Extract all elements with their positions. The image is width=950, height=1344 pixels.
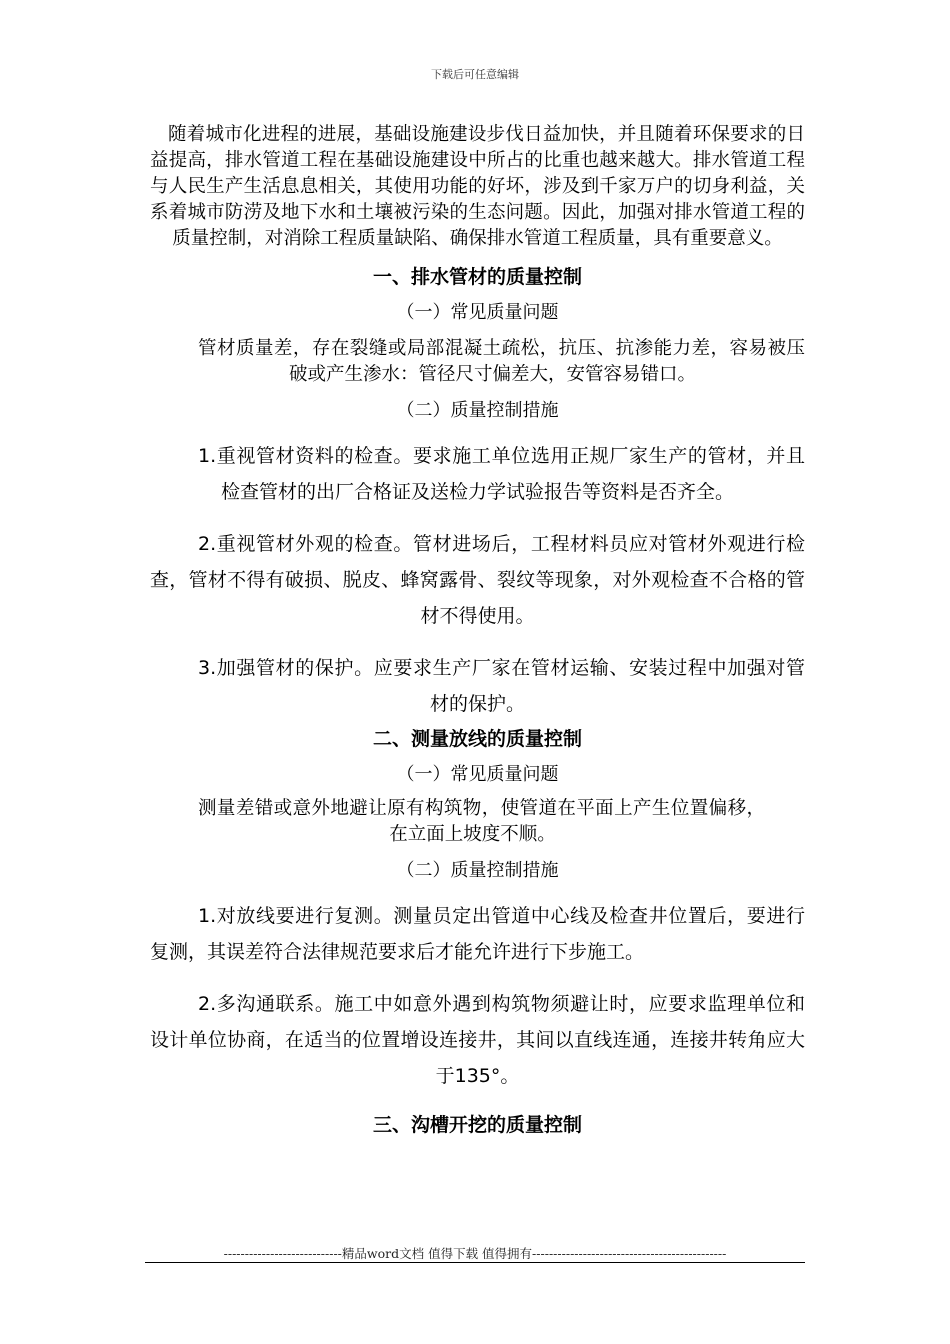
page-header: 下载后可任意编辑 [431,68,519,81]
item-text: 重视管材外观的检查。管材进场后，工程材料员应对管材外观进行检查，管材不得有破损、脱皮、蜂窝露骨、裂纹等现象，对外观检查不合格的管材不得使用。 [150,533,805,627]
section-1-title: 一、排水管材的质量控制 [372,266,582,288]
item-number: 1. [198,445,217,467]
section-1-sub-2: （二）质量控制措施 [396,400,559,421]
section-2-sub-1-text: 测量差错或意外地避让原有构筑物，使管道在平面上产生位置偏移，在立面上坡度不顺。 [198,798,765,845]
item-text: 加强管材的保护。应要求生产厂家在管材运输、安装过程中加强对管材的保护。 [216,657,805,715]
section-1-sub-1-text: 管材质量差，存在裂缝或局部混凝土疏松，抗压、抗渗能力差，容易被压破或产生渗水：管径尺寸偏差大，安管容易错口。 [198,338,805,385]
section-2-sub-2: （二）质量控制措施 [396,860,559,881]
item-number: 3. [198,657,217,679]
section-2-item-2 [150,986,805,1094]
footer-rule [145,1262,805,1263]
section-3-title: 三、沟槽开挖的质量控制 [372,1114,582,1136]
item-text: 重视管材资料的检查。要求施工单位选用正规厂家生产的管材，并且检查管材的出厂合格证及送检力学试验报告等资料是否齐全。 [216,445,805,503]
item-number: 2. [198,993,217,1015]
section-1-sub-1: （一）常见质量问题 [396,302,559,323]
section-1-item-3 [150,650,805,722]
section-2-title: 二、测量放线的质量控制 [372,728,582,750]
section-1-item-2 [150,526,805,634]
item-text: 对放线要进行复测。测量员定出管道中心线及检查井位置后，要进行复测，其误差符合法律规范要求后才能允许进行下步施工。 [150,905,805,963]
item-text: 多沟通联系。施工中如意外遇到构筑物须避让时，应要求监理单位和设计单位协商，在适当的位置增设连接井，其间以直线连通，连接井转角应大于 [150,993,805,1087]
document-body [150,122,805,1138]
item-number: 1. [198,905,217,927]
item-number: 2. [198,533,217,555]
item-end: 。 [500,1065,520,1087]
section-2-sub-1: （一）常见质量问题 [396,764,559,785]
intro-paragraph: 随着城市化进程的进展，基础设施建设步伐日益加快，并且随着环保要求的日益提高，排水管道工程在基础设施建设中所占的比重也越来越大。排水管道工程与人民生产生活息息相关，其使用功能的好坏，涉及到千家万户的切身利益，关系着城市防涝及地下水和土壤被污染的生态问题。因此，加强对排水管道工程的质量控制，对消除工程质量缺陷、确保排水管道工程质量，具有重要意义。 [150,124,805,249]
angle-value: 135° [454,1065,501,1087]
section-1-item-1 [150,438,805,510]
section-2-item-1 [150,898,805,970]
page-footer: ----------------------------精品word文档 值得下载 值得拥有---------------------------------------------- [223,1246,727,1261]
